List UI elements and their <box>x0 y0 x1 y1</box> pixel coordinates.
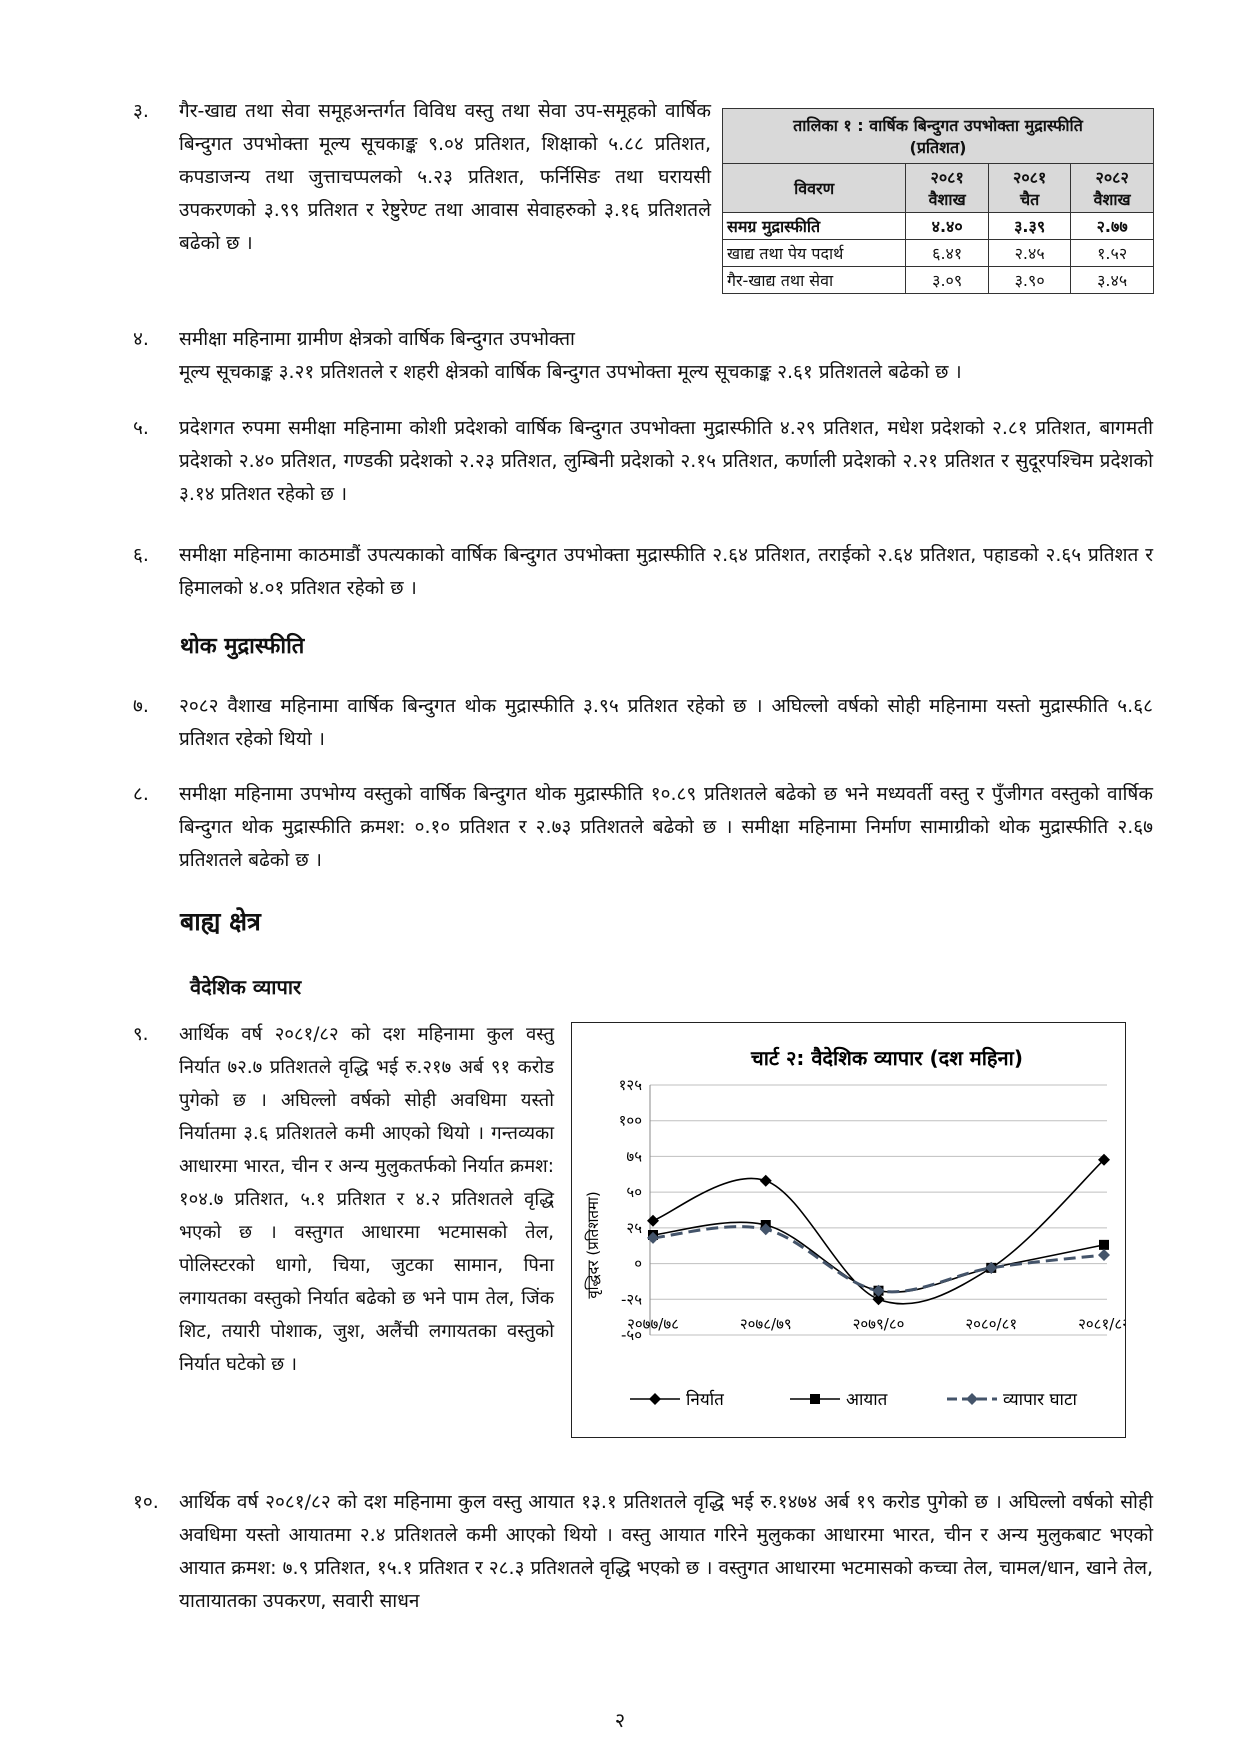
y-tick-label: ७५ <box>626 1147 642 1166</box>
paragraph-text: समीक्षा महिनामा उपभोग्य वस्तुको वार्षिक बिन्दुगत थोक मुद्रास्फीति १०.८९ प्रतिशतले बढेको छ भने मध्यवर्ती वस्तु र पुँजीगत वस्तुको वार्षिक बिन्दुगत थोक मुद्रास्फीति क्रमश: ०.१० प्रतिशत र २.७३ प्रतिशतले बढेको छ । समीक्षा महिनामा निर्माण सामाग्रीको थोक मुद्रास्फीति २.६७ प्रतिशतले बढेको छ । <box>179 783 1153 871</box>
y-tick-label: -२५ <box>620 1290 642 1309</box>
subsection-heading-trade: वैदेशिक व्यापार <box>190 975 302 999</box>
x-tick-label: २०७९/८० <box>852 1315 905 1333</box>
paragraph-text: आर्थिक वर्ष २०८१/८२ को दश महिनामा कुल वस्तु आयात १३.१ प्रतिशतले वृद्धि भई रु.१४७४ अर्ब १९ करोड पुगेको छ । अघिल्लो वर्षको सोही अवधिमा यस्तो आयातमा २.४ प्रतिशतले कमी आएको थियो । वस्तु आयात गरिने मुलुकका आधारमा भारत, चीन र अन्य मुलुकबाट भएको आयात क्रमश: ७.९ प्रतिशत, १५.१ प्रतिशत र २८.३ प्रतिशतले वृद्धि भएको छ । वस्तुगत आधारमा भटमासको कच्चा तेल, चामल/धान, खाने तेल, यातायातका उपकरण, सवारी साधन <box>179 1491 1153 1612</box>
series-line <box>653 1160 1104 1304</box>
paragraph-number: ७. <box>133 695 149 717</box>
paragraph-number: ८. <box>133 783 149 805</box>
row-label: गैर-खाद्य तथा सेवा <box>723 267 906 294</box>
data-point <box>1098 1249 1110 1261</box>
inflation-table <box>722 108 1154 294</box>
row-label: खाद्य तथा पेय पदार्थ <box>723 240 906 267</box>
series-line <box>653 1222 1104 1292</box>
table-cell: ३.०९ <box>906 267 989 294</box>
table-cell: ३.९० <box>989 267 1071 294</box>
paragraph-text: समीक्षा महिनामा काठमाडौं उपत्यकाको वार्षिक बिन्दुगत उपभोक्ता मुद्रास्फीति २.६४ प्रतिशत, तराईको २.६४ प्रतिशत, पहाडको २.६५ प्रतिशत र हिमालको ४.०१ प्रतिशत रहेको छ । <box>179 544 1153 599</box>
table-cell: ३.४५ <box>1071 267 1154 294</box>
trade-chart <box>572 1023 1125 1437</box>
legend-label: व्यापार घाटा <box>1003 1390 1077 1410</box>
column-header: २०८१ वैशाख <box>906 164 989 213</box>
paragraph-text: गैर-खाद्य तथा सेवा समूहअन्तर्गत विविध वस्तु तथा सेवा उप-समूहको वार्षिक बिन्दुगत उपभोक्ता मूल्य सूचकाङ्क ९.०४ प्रतिशत, शिक्षाको ५.८८ प्रतिशत, कपडाजन्य तथा जुत्ताचप्पलको ५.२३ प्रतिशत, फर्निसिङ तथा घरायसी उपकरणको ३.९९ प्रतिशत र रेष्टुरेण्ट तथा आवास सेवाहरुको ३.१६ प्रतिशतले बढेको छ । <box>179 100 711 254</box>
table-cell: २.७७ <box>1071 213 1154 240</box>
table-cell: ४.४० <box>906 213 989 240</box>
paragraph-text: प्रदेशगत रुपमा समीक्षा महिनामा कोशी प्रदेशको वार्षिक बिन्दुगत उपभोक्ता मुद्रास्फीति ४.२९ प्रतिशत, मधेश प्रदेशको २.८१ प्रतिशत, बागमती प्रदेशको २.४० प्रतिशत, गण्डकी प्रदेशको २.२३ प्रतिशत, लुम्बिनी प्रदेशको २.१५ प्रतिशत, कर्णाली प्रदेशको २.२१ प्रतिशत र सुदूरपश्चिम प्रदेशको ३.१४ प्रतिशत रहेको छ । <box>179 417 1153 505</box>
legend-marker <box>966 1393 978 1405</box>
row-label: समग्र मुद्रास्फीति <box>723 213 906 240</box>
paragraph-text-line2: मूल्य सूचकाङ्क ३.२१ प्रतिशतले र शहरी क्षेत्रको वार्षिक बिन्दुगत उपभोक्ता मूल्य सूचकाङ्क २.६१ प्रतिशतले बढेको छ । <box>179 361 962 383</box>
paragraph-number: ४. <box>133 328 149 350</box>
y-tick-label: ५० <box>626 1183 642 1202</box>
x-tick-label: २०८०/८१ <box>965 1315 1018 1333</box>
paragraph-5 <box>133 412 1153 511</box>
chart-title: चार्ट २: वैदेशिक व्यापार (दश महिना) <box>751 1046 1023 1070</box>
column-header: २०८२ वैशाख <box>1071 164 1154 213</box>
y-axis-label: वृद्धिदर (प्रतिशतमा) <box>584 1191 602 1299</box>
paragraph-6 <box>133 539 1153 605</box>
x-tick-label: २०७८/७९ <box>739 1315 792 1333</box>
table-title: तालिका १ : वार्षिक बिन्दुगत उपभोक्ता मुद्रास्फीति <box>793 116 1083 135</box>
paragraph-9 <box>133 1018 554 1381</box>
legend-marker <box>810 1394 820 1404</box>
table-header-row <box>723 164 1154 213</box>
table-row <box>723 267 1154 294</box>
table-cell: ६.४१ <box>906 240 989 267</box>
legend-label: आयात <box>846 1390 888 1410</box>
table-cell: २.४५ <box>989 240 1071 267</box>
column-header-description: विवरण <box>723 164 906 213</box>
paragraph-10 <box>133 1486 1153 1618</box>
x-tick-label: २०७७/७८ <box>627 1315 679 1333</box>
paragraph-text: आर्थिक वर्ष २०८१/८२ को दश महिनामा कुल वस्तु निर्यात ७२.७ प्रतिशतले वृद्धि भई रु.२१७ अर्ब ९१ करोड पुगेको छ । अघिल्लो वर्षको सोही अवधिमा यस्तो निर्यातमा ३.६ प्रतिशतले कमी आएको थियो । गन्तव्यका आधारमा भारत, चीन र अन्य मुलुकतर्फको निर्यात क्रमश: १०४.७ प्रतिशत, ५.१ प्रतिशत र ४.२ प्रतिशतले वृद्धि भएको छ । वस्तुगत आधारमा भटमासको तेल, पोलिस्टरको धागो, चिया, जुटका सामान, पिना लगायतका वस्तुको निर्यात बढेको छ भने पाम तेल, जिंक शिट, तयारी पोशाक, जुश, अलैंची लगायतका वस्तुको निर्यात घटेको छ । <box>179 1024 554 1375</box>
data-point <box>647 1215 659 1227</box>
legend-label: निर्यात <box>686 1390 724 1410</box>
paragraph-number: ९. <box>133 1024 149 1045</box>
paragraph-number: ३. <box>133 100 149 122</box>
data-point <box>760 1175 772 1187</box>
paragraph-8 <box>133 778 1153 877</box>
y-tick-label: १०० <box>618 1111 642 1130</box>
table-cell: ३.३९ <box>989 213 1071 240</box>
table-cell: १.५२ <box>1071 240 1154 267</box>
column-header: २०८१ चैत <box>989 164 1071 213</box>
paragraph-7 <box>133 690 1153 756</box>
paragraph-4 <box>133 323 1153 389</box>
inflation-table-wrap <box>722 108 1154 294</box>
paragraph-number: ५. <box>133 417 149 439</box>
legend-marker <box>649 1393 661 1405</box>
table-subtitle: (प्रतिशत) <box>909 138 967 157</box>
y-tick-label: २५ <box>626 1218 642 1237</box>
paragraph-number: ६. <box>133 544 149 566</box>
paragraph-3 <box>133 95 711 260</box>
table-row <box>723 213 1154 240</box>
section-heading-wholesale: थोक मुद्रास्फीति <box>180 634 305 659</box>
table-row <box>723 240 1154 267</box>
table-caption <box>723 109 1154 164</box>
page-number: २ <box>614 1708 626 1732</box>
x-tick-label: २०८१/८२ <box>1078 1315 1125 1333</box>
y-tick-label: ० <box>634 1254 642 1273</box>
trade-chart-frame <box>571 1022 1126 1438</box>
y-tick-label: १२५ <box>618 1076 642 1094</box>
section-heading-external: बाह्य क्षेत्र <box>180 907 261 936</box>
data-point <box>1099 1240 1109 1250</box>
paragraph-text-line1: समीक्षा महिनामा ग्रामीण क्षेत्रको वार्षिक बिन्दुगत उपभोक्ता <box>179 328 575 350</box>
paragraph-number: १०. <box>133 1491 159 1513</box>
y-tick-label: -५० <box>620 1326 642 1344</box>
paragraph-text: २०८२ वैशाख महिनामा वार्षिक बिन्दुगत थोक मुद्रास्फीति ३.९५ प्रतिशत रहेको छ । अघिल्लो वर्षको सोही महिनामा यस्तो मुद्रास्फीति ५.६८ प्रतिशत रहेको थियो । <box>179 695 1153 750</box>
